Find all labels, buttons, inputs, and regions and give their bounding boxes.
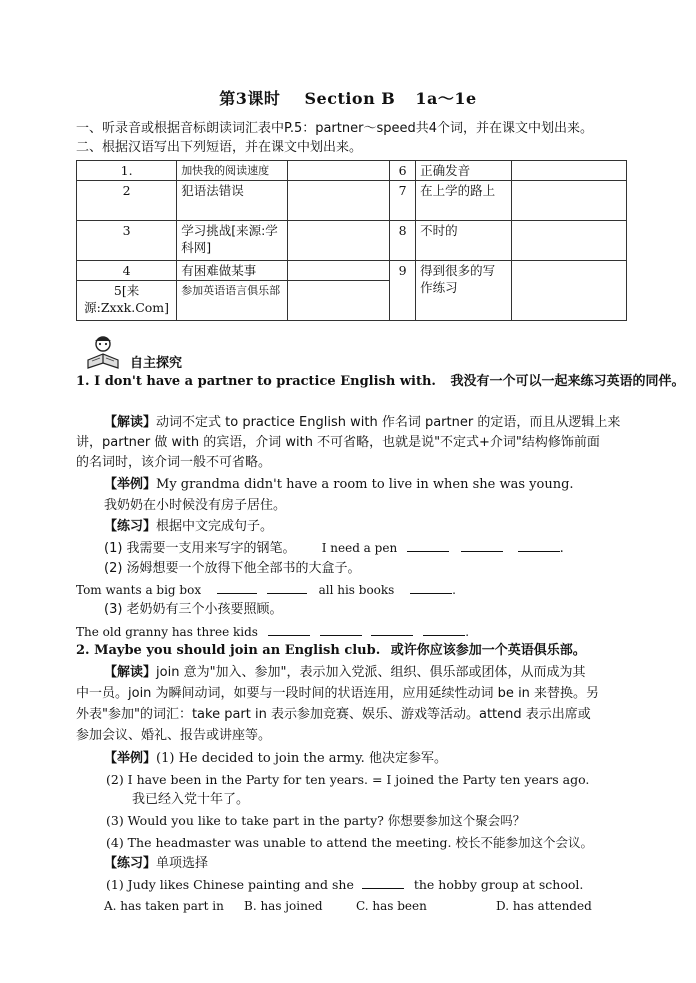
row-number: 7 <box>390 181 416 221</box>
tag-label: 【解读】 <box>104 665 157 680</box>
sentence-en: 2. Maybe you should join an English club. <box>76 643 381 658</box>
phrase-cn: 得到很多的写作练习 <box>416 261 512 321</box>
sentence-cn: 我没有一个可以一起来练习英语的同伴。 <box>450 374 685 389</box>
section-heading: 自主探究 <box>130 356 183 371</box>
explain-1-line-2: 讲，partner 做 with 的宾语，介词 with 不可省略，也就是说"不定式+介词"结构修饰前面 <box>76 435 600 450</box>
question-en: the hobby group at school. <box>413 877 584 892</box>
phrase-cn: 在上学的路上 <box>416 181 512 221</box>
key-sentence-2 <box>76 642 586 660</box>
answer-cell[interactable] <box>287 181 389 221</box>
key-sentence-1 <box>76 373 684 391</box>
explain-2-line-1 <box>104 664 586 682</box>
instruction-1: 一、听录音或根据音标朗读词汇表中P.5：partner～speed共4个词，并在课文中划出来。 <box>76 121 594 136</box>
phrase-cn: 学习挑战[来源:学科网] <box>177 221 288 261</box>
answer-cell[interactable] <box>287 261 389 281</box>
option-b[interactable]: B. has joined <box>244 899 323 913</box>
question-en: all his books <box>318 583 395 597</box>
phrase-cn: 加快我的阅读速度 <box>177 161 288 181</box>
section-name: Section B <box>304 89 396 108</box>
tag-label: 【解读】 <box>104 415 157 430</box>
tag-label: 【练习】 <box>104 519 157 534</box>
row-number: 1. <box>77 161 177 181</box>
phrase-cn: 犯语法错误 <box>177 181 288 221</box>
practice-text: 单项选择 <box>156 856 209 871</box>
answer-cell[interactable] <box>512 221 627 261</box>
example-2-1 <box>104 750 447 768</box>
answer-cell[interactable] <box>512 161 627 181</box>
example-2-2-cn: 我已经入党十年了。 <box>132 792 250 807</box>
question-en: Tom wants a big box <box>76 583 202 597</box>
tag-label: 【举例】 <box>104 477 157 492</box>
explain-1-line-3: 的名词时，该介词一般不可省略。 <box>76 455 272 470</box>
practice-2-options <box>104 897 592 915</box>
sentence-en: 1. I don't have a partner to practice English with. <box>76 374 436 389</box>
row-number: 3 <box>77 221 177 261</box>
answer-cell[interactable] <box>512 261 627 321</box>
practice-2-intro <box>104 855 208 873</box>
answer-blank[interactable] <box>410 581 452 594</box>
row-number: 4 <box>77 261 177 281</box>
answer-blank[interactable] <box>423 623 465 636</box>
explain-2-line-4: 参加会议、婚礼、报告或讲座等。 <box>76 728 272 743</box>
answer-blank[interactable] <box>518 539 560 552</box>
answer-cell[interactable] <box>287 281 389 321</box>
example-1 <box>104 476 574 494</box>
row-number: 8 <box>390 221 416 261</box>
question-cn: (1) 我需要一支用来写字的钢笔。 <box>104 541 296 556</box>
practice-1-q2-en: Tom wants a big box all his books . <box>76 583 456 597</box>
row-number: 5[来源:Zxxk.Com] <box>77 281 177 321</box>
phrase-table <box>76 160 627 321</box>
example-2-4: (4) The headmaster was unable to attend the meeting. 校长不能参加这个会议。 <box>106 835 593 850</box>
explain-text: join 意为"加入、参加"，表示加入党派、组织、俱乐部或团体，从而成为其 <box>156 665 586 680</box>
answer-blank[interactable] <box>267 581 307 594</box>
answer-blank[interactable] <box>362 876 404 889</box>
phrase-cn: 正确发音 <box>416 161 512 181</box>
option-c[interactable]: C. has been <box>356 899 427 913</box>
reading-student-icon <box>84 332 122 370</box>
lesson-title <box>0 86 696 109</box>
explain-text: 动词不定式 to practice English with 作名词 partner 的定语，而且从逻辑上来 <box>156 415 621 430</box>
answer-cell[interactable] <box>287 221 389 261</box>
phrase-cn: 参加英语语言俱乐部 <box>177 281 288 321</box>
option-a[interactable]: A. has taken part in <box>104 899 224 913</box>
question-en: The old granny has three kids <box>76 625 258 639</box>
row-number: 9 <box>390 261 416 321</box>
practice-1-intro <box>104 518 273 536</box>
answer-blank[interactable] <box>407 539 449 552</box>
example-2-3: (3) Would you like to take part in the party? 你想要参加这个聚会吗？ <box>106 813 526 828</box>
tag-label: 【举例】 <box>104 751 157 766</box>
answer-blank[interactable] <box>371 623 413 636</box>
answer-cell[interactable] <box>287 161 389 181</box>
section-range: 1a～1e <box>415 89 477 108</box>
question-en: (1) Judy likes Chinese painting and she <box>106 877 354 892</box>
practice-1-q3-cn: (3) 老奶奶有三个小孩要照顾。 <box>104 602 283 617</box>
table-row <box>77 261 627 281</box>
explain-2-line-2: 中一员。join 为瞬间动词，如要与一段时间的状语连用，应用延续性动词 be in 来替换。另 <box>76 686 600 701</box>
example-2-2: (2) I have been in the Party for ten years. = I joined the Party ten years ago. <box>106 772 590 787</box>
practice-text: 根据中文完成句子。 <box>156 519 274 534</box>
example-en: (1) He decided to join the army. 他决定参军。 <box>156 751 447 766</box>
explain-2-line-3: 外表"参加"的词汇：take part in 表示参加竞赛、娱乐、游戏等活动。attend 表示出席或 <box>76 707 591 722</box>
lesson-number: 第3课时 <box>219 89 281 108</box>
answer-blank[interactable] <box>268 623 310 636</box>
row-number: 2 <box>77 181 177 221</box>
answer-cell[interactable] <box>512 181 627 221</box>
phrase-cn: 有困难做某事 <box>177 261 288 281</box>
sentence-cn: 或许你应该参加一个英语俱乐部。 <box>390 643 586 658</box>
example-en: My grandma didn't have a room to live in when she was young. <box>156 477 574 492</box>
practice-1-q2-cn: (2) 汤姆想要一个放得下他全部书的大盒子。 <box>104 561 361 576</box>
answer-blank[interactable] <box>320 623 362 636</box>
row-number: 6 <box>390 161 416 181</box>
option-d[interactable]: D. has attended <box>496 899 592 913</box>
table-row <box>77 221 627 261</box>
practice-1-q3-en: The old granny has three kids . <box>76 625 470 639</box>
practice-2-q1 <box>106 876 583 894</box>
practice-1-q1: (1) 我需要一支用来写字的钢笔。 I need a pen . <box>104 541 564 556</box>
tag-label: 【练习】 <box>104 856 157 871</box>
answer-blank[interactable] <box>217 581 257 594</box>
example-1-cn: 我奶奶在小时候没有房子居住。 <box>104 498 287 513</box>
question-en: I need a pen <box>321 541 398 555</box>
phrase-cn: 不时的 <box>416 221 512 261</box>
table-row <box>77 181 627 221</box>
instruction-2: 二、根据汉语写出下列短语，并在课文中划出来。 <box>76 140 363 155</box>
explain-1-line-1 <box>104 414 620 432</box>
table-row <box>77 161 627 181</box>
answer-blank[interactable] <box>461 539 503 552</box>
